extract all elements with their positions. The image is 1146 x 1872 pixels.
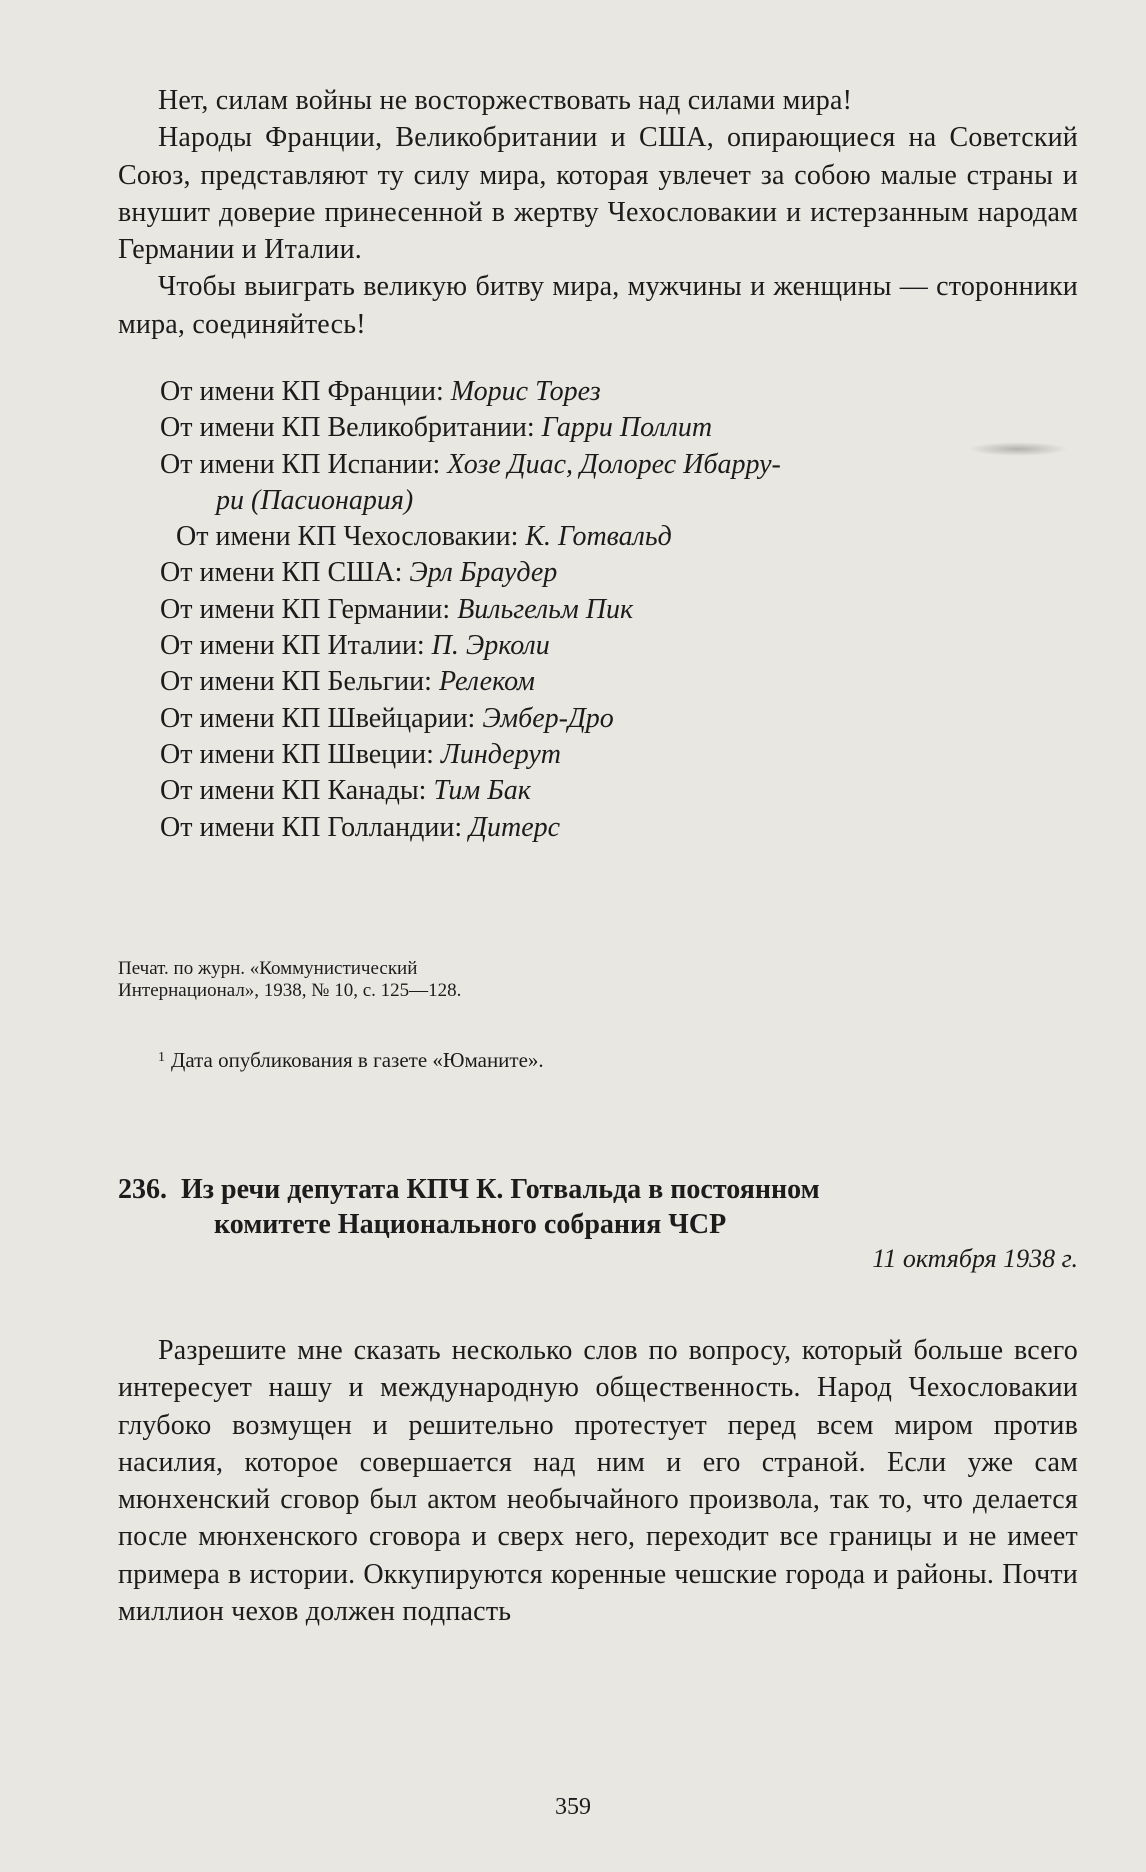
footnote xyxy=(118,1044,1078,1074)
footnote-text: Дата опубликования в газете «Юманите». xyxy=(171,1048,544,1072)
signature-line: От имени КП Германии: Вильгельм Пик xyxy=(160,593,634,625)
section-date: 11 октября 1938 г. xyxy=(872,1244,1078,1273)
section-heading xyxy=(118,1172,1078,1242)
signature-line: От имени КП Бельгии: Релеком xyxy=(160,666,535,698)
signature-line: От имени КП Швейцарии: Эмбер-Дро xyxy=(160,702,614,734)
paragraph: Народы Франции, Великобритании и США, опирающиеся на Советский Союз, представляют ту силу мира, которая увлечет за собою малые страны и внушит доверие принесенной в жертву Чехословакии и истерзанным народам Германии и Италии. xyxy=(118,122,1078,266)
signature-line: От имени КП Италии: П. Эрколи xyxy=(160,630,550,662)
source-note-block xyxy=(118,958,1078,1002)
signature-list xyxy=(118,374,1078,846)
page-number: 359 xyxy=(555,1794,591,1820)
signature-line: От имени КП США: Эрл Браудер xyxy=(160,557,558,589)
signature-line: От имени КП Великобритании: Гарри Поллит xyxy=(160,412,713,444)
signature-line: От имени КП Швеции: Линдерут xyxy=(160,738,561,770)
paragraph: Чтобы выиграть великую битву мира, мужчины и женщины — сторонники мира, соединяйтесь! xyxy=(118,271,1078,340)
footnote-mark: 1 xyxy=(158,1050,165,1065)
section-title-line2: комитете Национального собрания ЧСР xyxy=(214,1209,727,1240)
paragraph: Нет, силам войны не восторжествовать над силами мира! xyxy=(158,85,853,116)
signature-line: От имени КП Голландии: Дитерс xyxy=(160,811,561,843)
signature-line: От имени КП Испании: Хозе Диас, Долорес Ибарру- xyxy=(160,448,781,480)
signature-line: От имени КП Канады: Тим Бак xyxy=(160,775,531,807)
bottom-text-block xyxy=(118,1332,1078,1630)
signature-line-continuation: ри (Пасионария) xyxy=(216,484,414,516)
signature-line: От имени КП Чехословакии: К. Готвальд xyxy=(176,521,672,553)
top-text-block xyxy=(118,82,1078,343)
source-note: Печат. по журн. «Коммунистический Интернационал», 1938, № 10, с. 125—128. xyxy=(118,958,462,1001)
section-title-line1: Из речи депутата КПЧ К. Готвальда в постоянном xyxy=(181,1174,820,1205)
signature-line: От имени КП Франции: Морис Торез xyxy=(160,376,601,407)
paragraph: Разрешите мне сказать несколько слов по вопросу, который больше всего интересует нашу и международную общественность. Народ Чехословакии глубоко возмущен и решительно протестует перед всем миром против насилия, которое совершается над ним и его страной. Если уже сам мюнхенский сговор был актом необычайного произвола, так то, что делается после мюнхенского сговора и сверх него, переходит все границы и не имеет примера в истории. Оккупируются коренные чешские города и районы. Почти миллион чехов должен подпасть xyxy=(118,1335,1078,1628)
footnote-block xyxy=(118,1044,1078,1074)
section-heading-block xyxy=(118,1172,1078,1276)
section-number: 236. xyxy=(118,1174,167,1205)
